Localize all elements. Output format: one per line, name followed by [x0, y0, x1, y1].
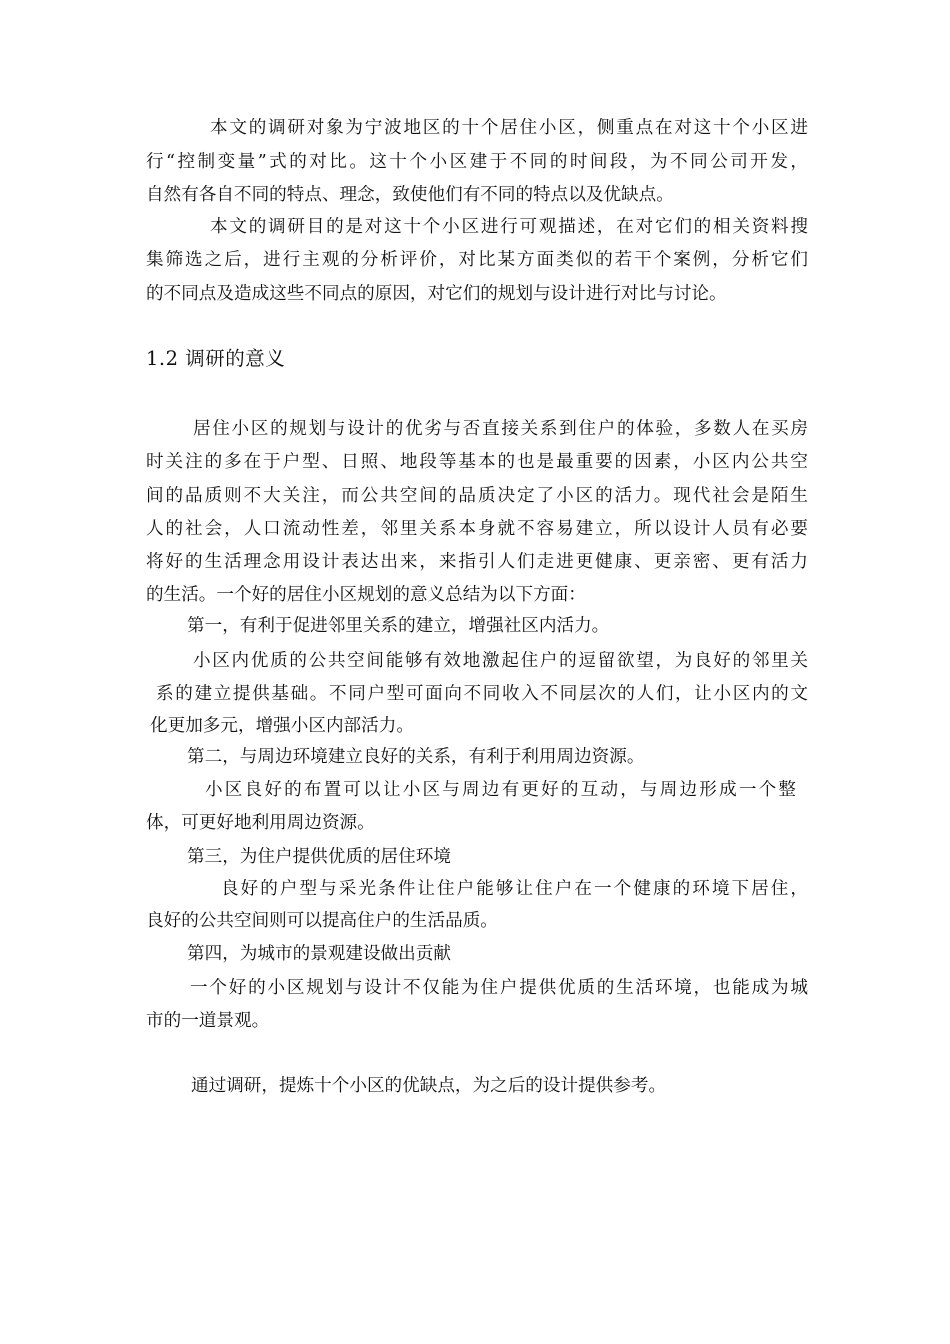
point1-body-line-3: 化更加多元，增强小区内部活力。 [150, 716, 414, 736]
intro-p2-line-3: 的不同点及造成这些不同点的原因，对它们的规划与设计进行对比与讨论。 [146, 284, 727, 304]
section-p1-line-6: 的生活。一个好的居住小区规划的意义总结为以下方面： [146, 585, 586, 605]
point4-body-line-2: 市的一道景观。 [146, 1011, 270, 1031]
point2-body-line-1: 小区良好的布置可以让小区与周边有更好的互动，与周边形成一个整 [205, 780, 796, 800]
point4-title: 第四，为城市的景观建设做出贡献 [187, 944, 451, 964]
point3-body-line-2: 良好的公共空间则可以提高住户的生活品质。 [146, 911, 498, 931]
point3-title: 第三，为住户提供优质的居住环境 [187, 847, 451, 867]
section-p1-line-3: 间的品质则不大关注，而公共空间的品质决定了小区的活力。现代社会是陌生 [146, 486, 808, 506]
intro-p2-line-1: 本文的调研目的是对这十个小区进行可观描述，在对它们的相关资料搜 [210, 217, 808, 237]
conclusion: 通过调研，提炼十个小区的优缺点，为之后的设计提供参考。 [191, 1076, 667, 1096]
intro-p1-line-2: 行“控制变量”式的对比。这十个小区建于不同的时间段，为不同公司开发， [146, 152, 808, 172]
section-p1-line-5: 将好的生活理念用设计表达出来，来指引人们走进更健康、更亲密、更有活力 [146, 552, 808, 572]
point1-body-line-1: 小区内优质的公共空间能够有效地激起住户的逗留欲望，为良好的邻里关 [193, 651, 808, 671]
point3-body-line-1: 良好的户型与采光条件让住户能够让住户在一个健康的环境下居住， [221, 879, 808, 899]
point2-body-line-2: 体，可更好地利用周边资源。 [146, 813, 375, 833]
point4-body-line-1: 一个好的小区规划与设计不仅能为住户提供优质的生活环境，也能成为城 [190, 978, 808, 998]
intro-p1-line-1: 本文的调研对象为宁波地区的十个居住小区，侧重点在对这十个小区进 [210, 118, 808, 138]
intro-p1-line-3: 自然有各自不同的特点、理念，致使他们有不同的特点以及优缺点。 [146, 185, 674, 205]
section-p1-line-1: 居住小区的规划与设计的优劣与否直接关系到住户的体验，多数人在买房 [193, 419, 808, 439]
point2-title: 第二，与周边环境建立良好的关系，有利于利用周边资源。 [187, 747, 645, 767]
section-heading: 1.2 调研的意义 [146, 347, 286, 370]
section-p1-line-4: 人的社会，人口流动性差，邻里关系本身就不容易建立，所以设计人员有必要 [146, 519, 808, 539]
point1-body-line-2: 系的建立提供基础。不同户型可面向不同收入不同层次的人们，让小区内的文 [156, 684, 808, 704]
section-p1-line-2: 时关注的多在于户型、日照、地段等基本的也是最重要的因素，小区内公共空 [146, 452, 808, 472]
point1-title: 第一，有利于促进邻里关系的建立，增强社区内活力。 [187, 616, 610, 636]
intro-p2-line-2: 集筛选之后，进行主观的分析评价，对比某方面类似的若干个案例，分析它们 [146, 250, 808, 270]
